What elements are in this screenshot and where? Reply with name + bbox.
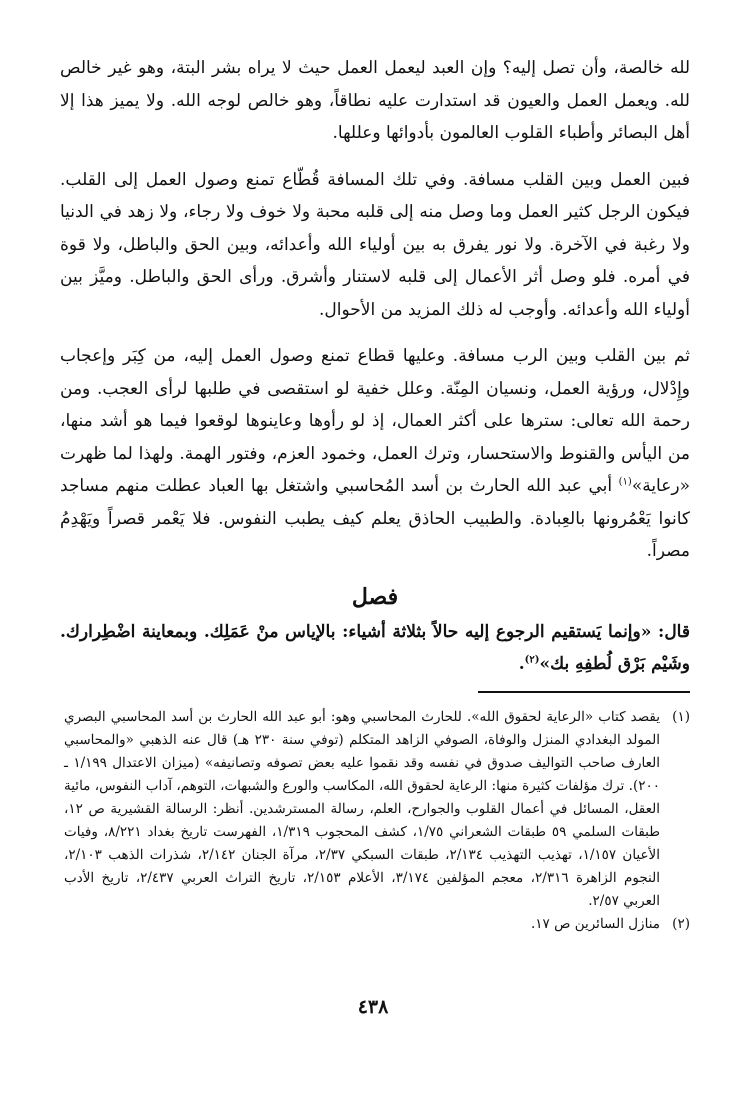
main-text <box>60 52 690 680</box>
footnote-text: منازل السائرين ص ١٧. <box>530 916 660 932</box>
quote-paragraph <box>60 616 690 680</box>
footnote-ref-1: (١) <box>618 476 632 488</box>
footnote-ref-2: (٢) <box>524 653 540 665</box>
footnotes <box>64 706 690 936</box>
footnote-text: يقصد كتاب «الرعاية لحقوق الله». للحارث المحاسبي وهو: أبو عبد الله الحارث بن أسد المحاسبي البصري المولد البغدادي المنزل والوفاة، الصوفي الزاهد المتكلم (توفي سنة ٢٣٠ هـ) قال عنه الذهبي «والمحاسبي العارف صاحب التواليف صدوق في نفسه وقد نقموا عليه بعض تصوفه وتصانيفه» (ميزان الاعتدال ١/١٩٩ ـ ٢٠٠). ترك مؤلفات كثيرة منها: الرعاية لحقوق الله، المكاسب والورع والشبهات، التوهم، آداب النفوس، مائية العقل، المسائل في أعمال القلوب والجوارح، العلم، رسالة المسترشدين. أنظر: الرسالة القشيرية ص ١٢، طبقات السلمي ٥٩ طبقات الشعراني ١/٧٥، كشف المحجوب ١/٣١٩، الفهرست تاريخ بغداد ٨/٢٢١، وفيات الأعيان ١/١٥٧، تهذيب التهذيب ٢/١٣٤، طبقات السبكي ٢/٣٧، مرآة الجنان ٢/١٤٢، شذرات الذهب ٢/١٠٣، النجوم الزاهرة ٢/٣١٦، معجم المؤلفين ٣/١٧٤، الأعلام ٢/١٥٣، تاريخ التراث العربي ٢/٤٣٧، تاريخ الأدب العربي ٢/٥٧. <box>64 709 661 909</box>
paragraph-1: لله خالصة، وأن تصل إليه؟ وإن العبد ليعمل العمل حيث لا يراه بشر البتة، وهو غير خالص لله. ويعمل العمل والعيون قد استدارت عليه نطاقاً، وهو خالص لوجه الله. ولا يميز هذا إلا أهل البصائر وأطباء القلوب العالمون بأدوائها وعللها. <box>60 58 690 143</box>
footnote-divider <box>478 691 690 693</box>
paragraph-3-start: ثم بين القلب وبين الرب مسافة. وعليها قطاع تمنع وصول العمل إليه، من كِبَر وإعجاب وإِدْلال، ورؤية العمل، ونسيان المِنّة. وعلل خفية لو استقصى في طلبها لرأى العجب. ومن رحمة الله تعالى: سترها على أكثر العمال، إذ لو رأوها وعاينوها لوقعوا فيما هو أشد منها، من اليأس والقنوط والاستحسار، وترك العمل، وخمود العزم، وفتور الهمة. ولهذا لما ظهرت «رعاية» <box>60 346 690 496</box>
footnote-1 <box>64 706 690 913</box>
footnote-2 <box>64 913 690 936</box>
section-heading: فصل <box>351 583 399 610</box>
paragraph-3-end: أبي عبد الله الحارث بن أسد المُحاسبي واشتغل بها العباد عطلت منهم مساجد كانوا يَعْمُرونها بالعِبادة. والطبيب الحاذق يعلم كيف يطبب النفوس. فلا يَعْمر قصراً ويَهْدِمُ مصراً. <box>60 476 690 561</box>
footnote-number: (١) <box>672 709 690 725</box>
paragraph-2: فبين العمل وبين القلب مسافة. وفي تلك المسافة قُطّاع تمنع وصول العمل إلى القلب. فيكون الرجل كثير العمل وما وصل منه إلى قلبه محبة ولا خوف ولا رجاء، ولا زهد في الدنيا ولا رغبة في الآخرة. ولا نور يفرق به بين أولياء الله وأعدائه، وبين الحق والباطل، ولا قوة في أمره. فلو وصل أثر الأعمال إلى قلبه لاستنار وأشرق. ورأى الحق والباطل. وميَّز بين أولياء الله وأعدائه. وأوجب له ذلك المزيد من الأحوال. <box>60 169 690 320</box>
paragraph-3 <box>60 340 690 568</box>
page-number: ٤٣٨ <box>357 996 389 1018</box>
footnote-number: (٢) <box>672 916 690 932</box>
quote-text: قال: «وإنما يَستقيم الرجوع إليه حالاً بثلاثة أشياء: بالإياس منْ عَمَلِك. وبمعاينة اضْطِرارك. وشَيْم بَرْق لُطفِهِ بك» <box>60 621 690 674</box>
quote-end: . <box>518 653 525 674</box>
